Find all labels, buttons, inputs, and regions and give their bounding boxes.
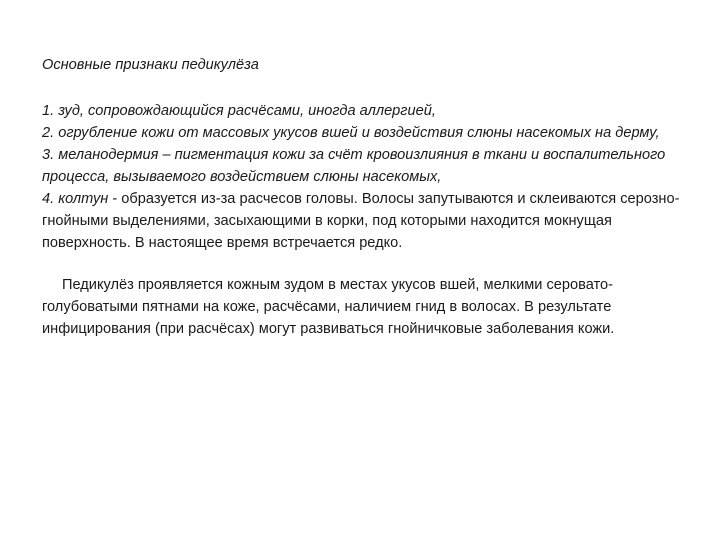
sign-item-4 (42, 188, 692, 254)
sign-item-1: 1. зуд, сопровождающийся расчёсами, иногда аллергией, (42, 103, 436, 119)
sign-item-2: 2. огрубление кожи от массовых укусов вшей и воздействия слюны насекомых на дерму, (42, 125, 660, 141)
slide-title: Основные признаки педикулёза (42, 57, 259, 73)
signs-list (42, 100, 692, 254)
summary-paragraph: Педикулёз проявляется кожным зудом в местах укусов вшей, мелкими серовато-голубоватыми пятнами на коже, расчёсами, наличием гнид в волосах. В результате инфицирования (при расчёсах) могут развиваться гнойничковые заболевания кожи. (42, 277, 615, 337)
sign-item-4-term: 4. колтун (42, 191, 109, 207)
slide-content (42, 54, 692, 340)
sign-item-4-text: - образуется из-за расчесов головы. Волосы запутываются и склеиваются серозно-гнойными выделениями, засыхающими в корки, под которыми находится мокнущая поверхность. В настоящее время встречается редко. (42, 191, 680, 251)
sign-item-3: 3. меланодермия – пигментация кожи за счёт кровоизлияния в ткани и воспалительного процесса, вызываемого воздействием слюны насекомых, (42, 147, 666, 185)
